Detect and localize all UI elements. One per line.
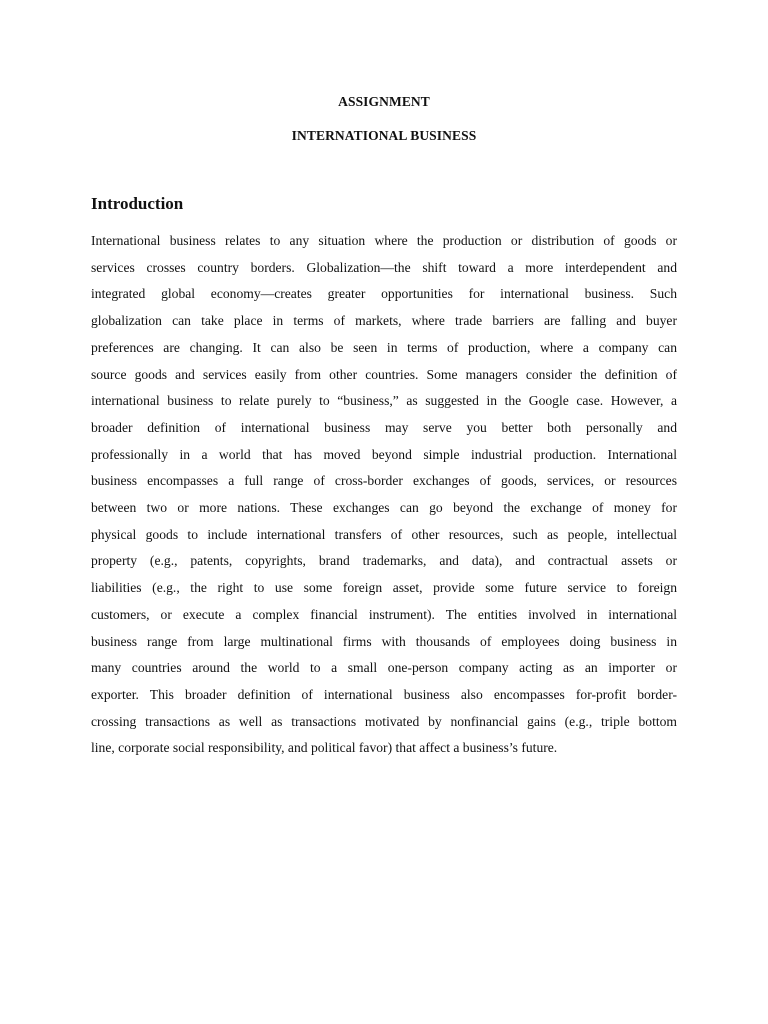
paragraph-line: source goods and services easily from other countries. Some managers consider the definition of [91, 366, 677, 382]
section-title: Introduction [91, 194, 184, 213]
paragraph-line: international business to relate purely to “business,” as suggested in the Google case. However, a [91, 393, 677, 409]
paragraph-line: many countries around the world to a small one-person company acting as an importer or [91, 660, 677, 676]
document-heading: ASSIGNMENT [338, 94, 430, 109]
introduction-paragraph [91, 228, 677, 762]
paragraph-line: broader definition of international business may serve you better both personally and [91, 419, 677, 435]
paragraph-line: crossing transactions as well as transactions motivated by nonfinancial gains (e.g., triple bottom [91, 713, 677, 729]
paragraph-line: physical goods to include international transfers of other resources, such as people, intellectual [91, 526, 677, 542]
paragraph-line: preferences are changing. It can also be seen in terms of production, where a company can [91, 339, 677, 355]
paragraph-line: integrated global economy—creates greater opportunities for international business. Such [91, 286, 677, 302]
paragraph-line: liabilities (e.g., the right to use some foreign asset, provide some future service to foreign [91, 580, 677, 596]
paragraph-line: between two or more nations. These exchanges can go beyond the exchange of money for [91, 500, 677, 516]
paragraph-line: globalization can take place in terms of markets, where trade barriers are falling and buyer [91, 313, 677, 329]
paragraph-line: property (e.g., patents, copyrights, brand trademarks, and data), and contractual assets or [91, 553, 677, 569]
paragraph-line: line, corporate social responsibility, and political favor) that affect a business’s future. [91, 740, 558, 756]
paragraph-line: customers, or execute a complex financial instrument). The entities involved in international [91, 606, 677, 622]
document-subheading: INTERNATIONAL BUSINESS [291, 128, 477, 143]
paragraph-line: business encompasses a full range of cross-border exchanges of goods, services, or resources [91, 473, 677, 489]
paragraph-line: exporter. This broader definition of international business also encompasses for-profit border- [91, 686, 677, 702]
paragraph-line: services crosses country borders. Globalization—the shift toward a more interdependent and [91, 259, 677, 275]
paragraph-line: professionally in a world that has moved beyond simple industrial production. International [91, 446, 677, 462]
paragraph-line: business range from large multinational firms with thousands of employees doing business in [91, 633, 677, 649]
paragraph-line: International business relates to any situation where the production or distribution of goods or [91, 233, 677, 248]
